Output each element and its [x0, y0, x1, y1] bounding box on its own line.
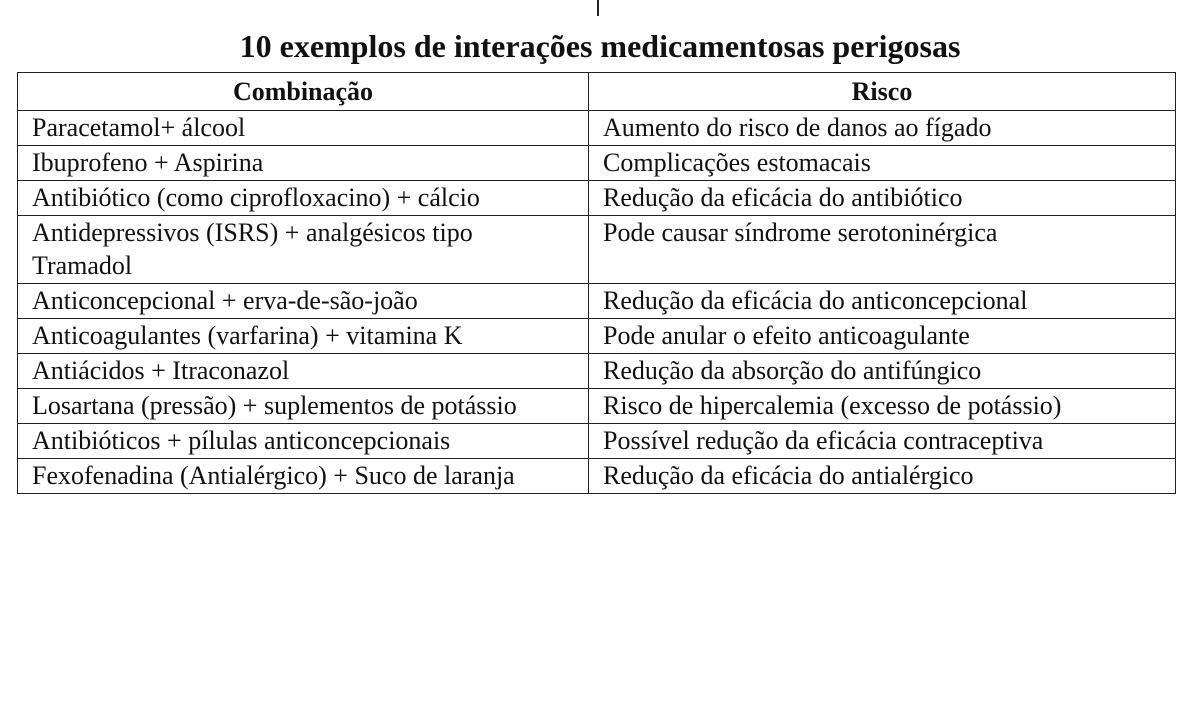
table-row [18, 459, 1176, 494]
cell-risco: Redução da eficácia do antialérgico [589, 459, 1176, 494]
cell-combinacao: Anticoncepcional + erva-de-são-joão [18, 284, 589, 319]
table-row [18, 389, 1176, 424]
cell-risco: Complicações estomacais [589, 146, 1176, 181]
cell-risco: Risco de hipercalemia (excesso de potássio) [589, 389, 1176, 424]
cell-combinacao: Antidepressivos (ISRS) + analgésicos tipo Tramadol [18, 216, 589, 284]
cell-combinacao: Fexofenadina (Antialérgico) + Suco de laranja [18, 459, 589, 494]
cell-risco: Pode causar síndrome serotoninérgica [589, 216, 1176, 284]
cell-combinacao: Anticoagulantes (varfarina) + vitamina K [18, 319, 589, 354]
cell-risco: Aumento do risco de danos ao fígado [589, 111, 1176, 146]
table-row [18, 354, 1176, 389]
interactions-table [17, 72, 1176, 494]
cell-risco: Pode anular o efeito anticoagulante [589, 319, 1176, 354]
table-row [18, 424, 1176, 459]
cell-combinacao: Ibuprofeno + Aspirina [18, 146, 589, 181]
cell-risco: Possível redução da eficácia contraceptiva [589, 424, 1176, 459]
cell-risco: Redução da eficácia do antibiótico [589, 181, 1176, 216]
table-row [18, 181, 1176, 216]
header-combinacao: Combinação [18, 73, 589, 111]
cell-risco: Redução da eficácia do anticoncepcional [589, 284, 1176, 319]
cell-combinacao: Paracetamol+ álcool [18, 111, 589, 146]
table-row [18, 146, 1176, 181]
cell-combinacao: Antiácidos + Itraconazol [18, 354, 589, 389]
top-divider-mark [597, 0, 599, 16]
cell-combinacao: Losartana (pressão) + suplementos de potássio [18, 389, 589, 424]
cell-risco: Redução da absorção do antifúngico [589, 354, 1176, 389]
cell-combinacao: Antibiótico (como ciprofloxacino) + cálcio [18, 181, 589, 216]
header-risco: Risco [589, 73, 1176, 111]
table-row [18, 319, 1176, 354]
table-row [18, 111, 1176, 146]
table-row [18, 284, 1176, 319]
document-title: 10 exemplos de interações medicamentosas perigosas [239, 28, 961, 64]
cell-combinacao: Antibióticos + pílulas anticoncepcionais [18, 424, 589, 459]
table-row [18, 216, 1176, 284]
table-header-row [18, 73, 1176, 111]
